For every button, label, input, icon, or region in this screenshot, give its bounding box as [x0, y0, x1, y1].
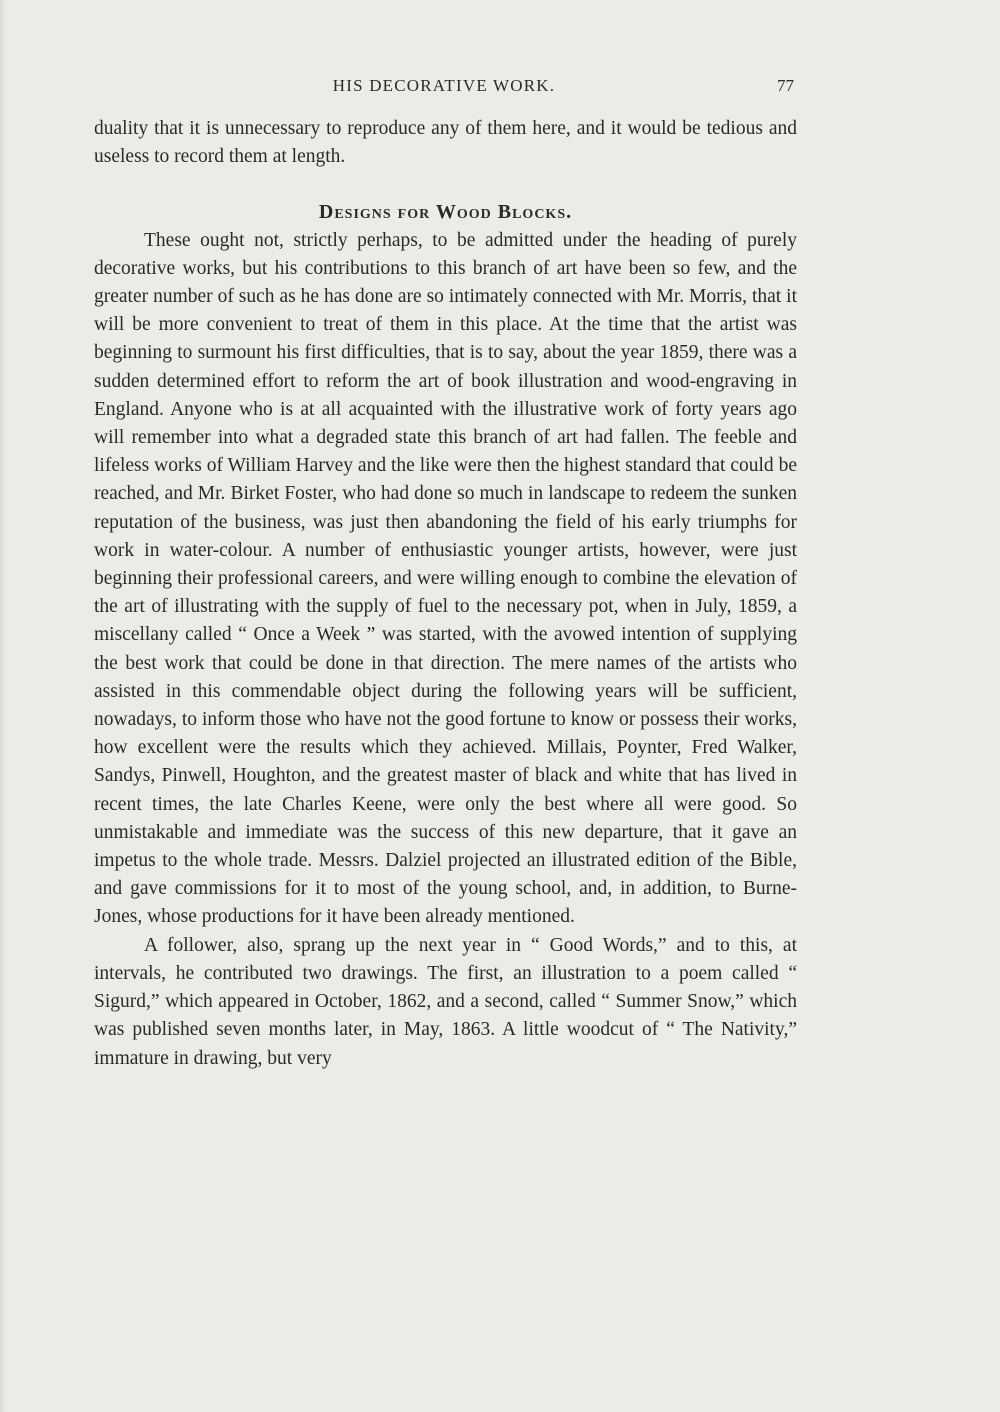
paragraph-wood-blocks: These ought not, strictly perhaps, to be admitted under the heading of purely decorative works, but his contributions to this branch of art have been so few, and the greater number of such as he has done are so intimately connected with Mr. Morris, that it will be more convenient to treat of them in this place. At the time that the artist was beginning to surmount his first difficulties, that is to say, about the year 1859, there was a sudden determined effort to reform the art of book illustration and wood-engraving in England. Anyone who is at all acquainted with the illustrative work of forty years ago will remember into what a degraded state this branch of art had fallen. The feeble and lifeless works of William Harvey and the like were then the highest standard that could be reached, and Mr. Birket Foster, who had done so much in landscape to redeem the sunken reputation of the business, was just then abandoning the field of his early triumphs for work in water-colour. A number of enthusiastic younger artists, however, were just beginning their professional careers, and were willing enough to combine the elevation of the art of illustrating with the supply of fuel to the necessary pot, when in July, 1859, a miscellany called “ Once a Week ” was started, with the avowed intention of supplying the best work that could be done in that direction. The mere names of the artists who assisted in this commendable object during the following years will be sufficient, nowadays, to inform those who have not the good fortune to know or possess their works, how excellent were the results which they achieved. Millais, Poynter, Fred Walker, Sandys, Pinwell, Houghton, and the greatest master of black and white that has lived in recent times, the late Charles Keene, were only the best where all were good. So unmistakable and immediate was the success of this new departure, that it gave an impetus to the whole trade. Messrs. Dalziel projected an illustrated edition of the Bible, and gave commissions for it to most of the young school, and, in addition, to Burne-Jones, whose productions for it have been already mentioned.: [94, 229, 797, 928]
paragraph-good-words: A follower, also, sprang up the next year in “ Good Words,” and to this, at intervals, he contributed two drawings. The first, an illustration to a poem called “ Sigurd,” which appeared in October, 1862, and a second, called “ Summer Snow,” which was published seven months later, in May, 1863. A little woodcut of “ The Nativity,” immature in drawing, but very: [94, 934, 797, 1069]
running-title: HIS DECORATIVE WORK.: [332, 76, 556, 95]
section-heading: Designs for Wood Blocks.: [318, 201, 573, 224]
opening-paragraph: duality that it is unnecessary to reproduce any of them here, and it would be tedious and useless to record them at length.: [94, 118, 797, 168]
page-edge: [0, 0, 6, 1412]
body-text: [94, 115, 797, 1073]
running-header: [94, 74, 794, 98]
page-number: 77: [777, 76, 794, 95]
